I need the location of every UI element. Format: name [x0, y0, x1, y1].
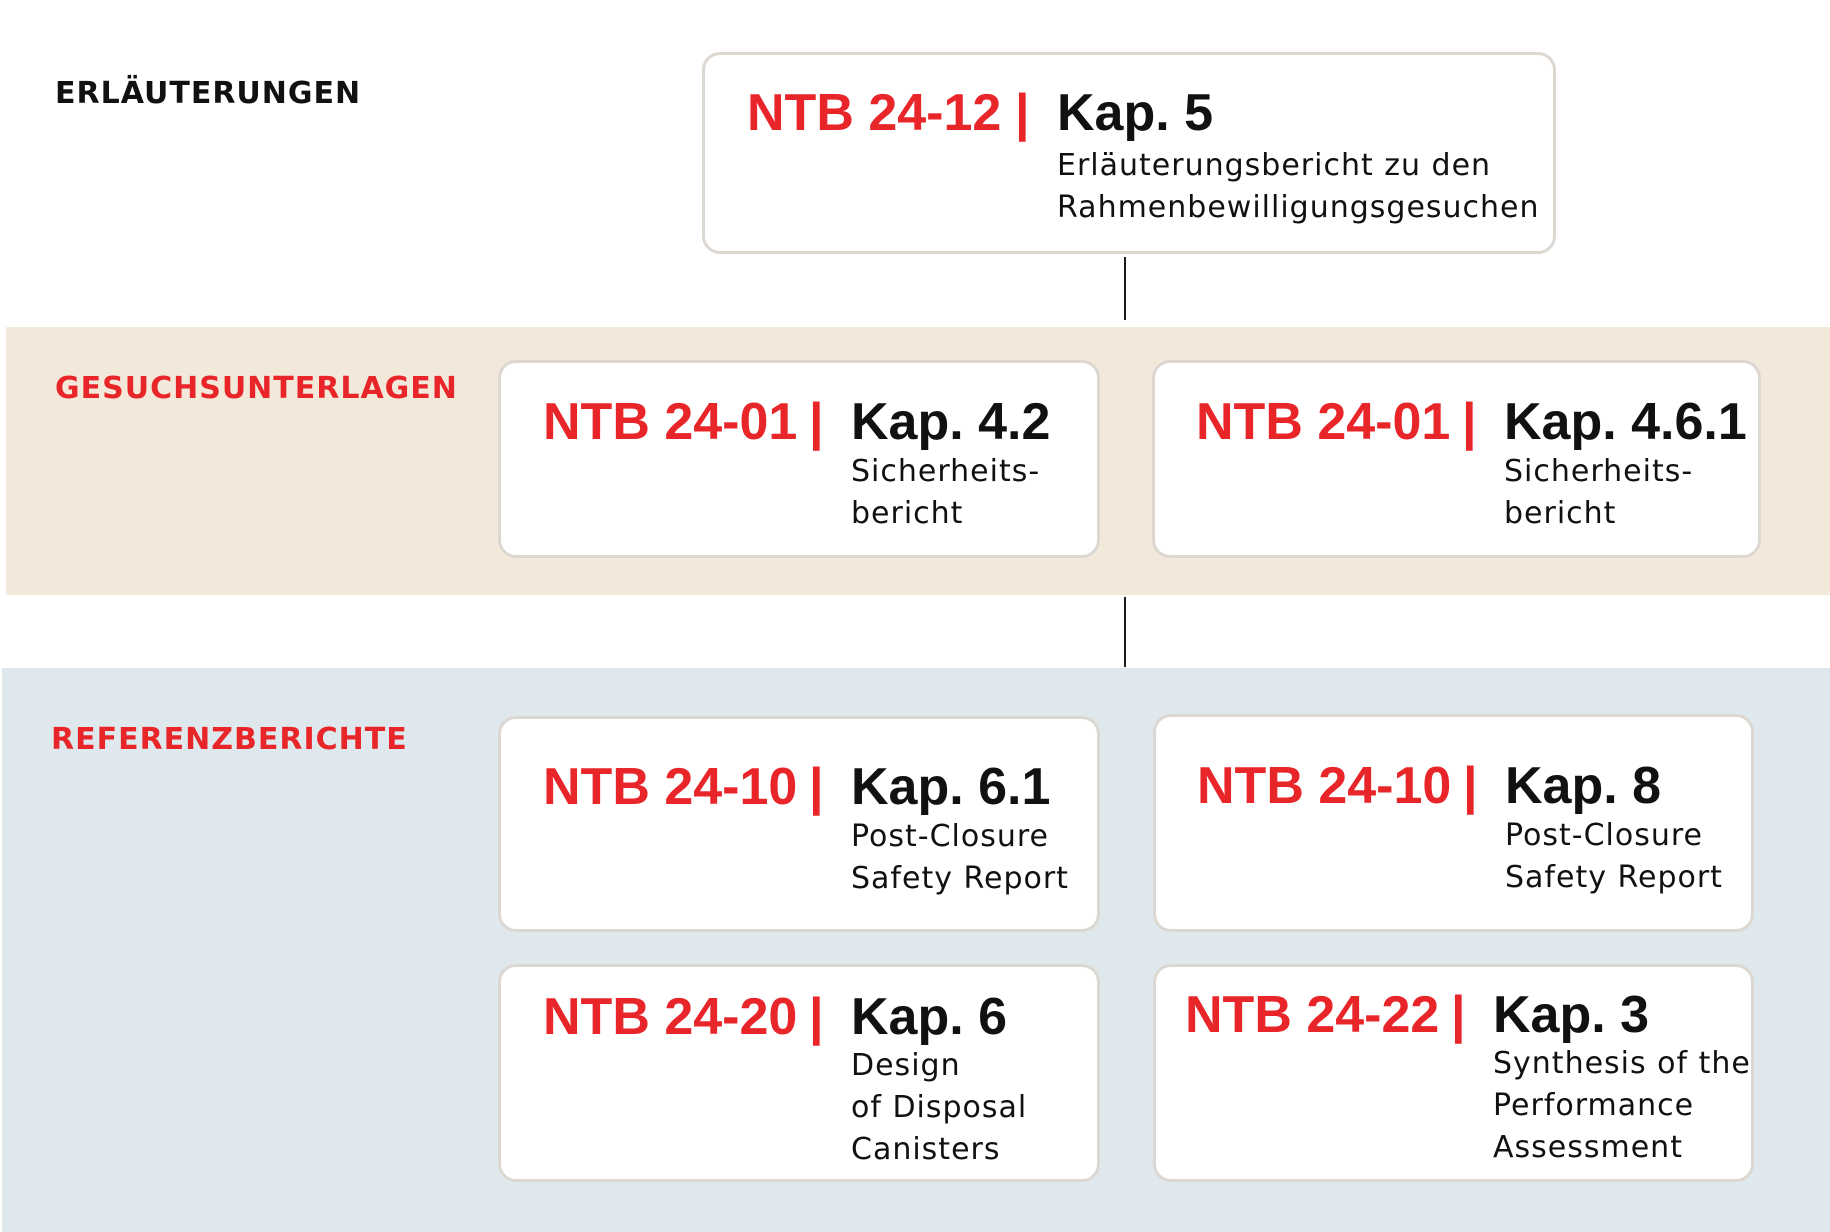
connector-line-middle	[1124, 597, 1126, 667]
description-line: Synthesis of the	[1493, 1046, 1751, 1081]
chapter-number: Kap. 4.2	[851, 393, 1051, 451]
description-line: Rahmenbewilligungsgesuchen	[1057, 190, 1540, 225]
description-line: bericht	[851, 496, 964, 531]
report-description	[1504, 451, 1693, 535]
report-card-ntb-24-22-kap-3	[1153, 964, 1754, 1182]
description-line: bericht	[1504, 496, 1617, 531]
ntb-number: NTB 24-22	[1185, 986, 1440, 1044]
chapter-number: Kap. 8	[1505, 757, 1662, 815]
description-line: of Disposal	[851, 1090, 1028, 1125]
section-label-referenzberichte: REFERENZBERICHTE	[51, 722, 408, 757]
description-line: Safety Report	[1505, 860, 1723, 895]
connector-line-top	[1124, 257, 1126, 320]
description-line: Post-Closure	[1505, 818, 1704, 853]
report-description	[851, 451, 1040, 535]
section-label-gesuchsunterlagen: GESUCHSUNTERLAGEN	[55, 371, 458, 406]
chapter-number: Kap. 6.1	[851, 758, 1051, 816]
description-line: Safety Report	[851, 861, 1069, 896]
separator: |	[809, 988, 824, 1046]
report-description	[851, 816, 1069, 900]
chapter-number: Kap. 4.6.1	[1504, 393, 1747, 451]
report-card-ntb-24-12	[702, 52, 1556, 254]
ntb-number: NTB 24-10	[1197, 757, 1452, 815]
report-card-ntb-24-20-kap-6	[498, 964, 1100, 1182]
report-card-ntb-24-01-kap-4-2	[498, 360, 1100, 558]
description-line: Sicherheits-	[1504, 454, 1694, 489]
separator: |	[1463, 757, 1478, 815]
separator: |	[1451, 986, 1466, 1044]
report-card-ntb-24-10-kap-6-1	[498, 716, 1100, 932]
report-description	[1493, 1043, 1751, 1169]
separator: |	[1015, 84, 1030, 142]
ntb-number: NTB 24-01	[1196, 393, 1451, 451]
separator: |	[1462, 393, 1477, 451]
separator: |	[809, 758, 824, 816]
description-line: Assessment	[1493, 1130, 1683, 1165]
description-line: Erläuterungsbericht zu den	[1057, 148, 1492, 183]
report-description	[1057, 145, 1540, 229]
chapter-number: Kap. 3	[1493, 986, 1650, 1044]
description-line: Post-Closure	[851, 819, 1050, 854]
description-line: Sicherheits-	[851, 454, 1041, 489]
report-description	[851, 1045, 1027, 1171]
ntb-number: NTB 24-01	[543, 393, 798, 451]
chapter-number: Kap. 5	[1057, 84, 1214, 142]
report-description	[1505, 815, 1723, 899]
description-line: Performance	[1493, 1088, 1695, 1123]
description-line: Design	[851, 1048, 961, 1083]
report-card-ntb-24-01-kap-4-6-1	[1152, 360, 1761, 558]
ntb-number: NTB 24-10	[543, 758, 798, 816]
description-line: Canisters	[851, 1132, 1001, 1167]
separator: |	[809, 393, 824, 451]
report-card-ntb-24-10-kap-8	[1153, 714, 1754, 932]
ntb-number: NTB 24-12	[747, 84, 1002, 142]
ntb-number: NTB 24-20	[543, 988, 798, 1046]
section-label-erlaeuterungen: ERLÄUTERUNGEN	[55, 76, 362, 111]
chapter-number: Kap. 6	[851, 988, 1008, 1046]
